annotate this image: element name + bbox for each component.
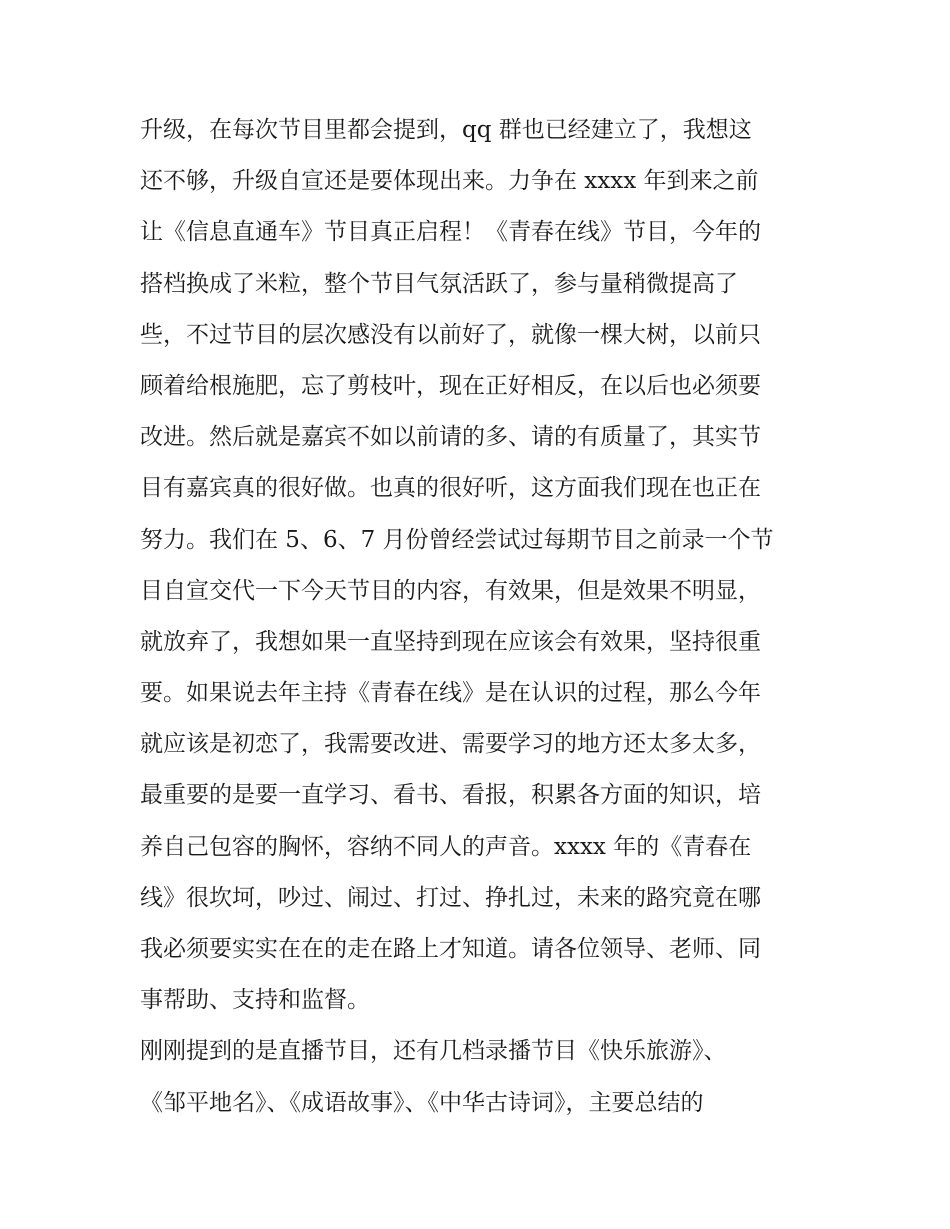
text-line: 事帮助、支持和监督。 xyxy=(140,987,370,1014)
text-line: 线》很坎坷，吵过、闹过、打过、挣扎过，未来的路究竟在哪 xyxy=(140,884,761,911)
text-line: 我必须要实实在在的走在路上才知道。请各位领导、老师、同 xyxy=(140,936,761,962)
text-line: 升级，在每次节目里都会提到，qq 群也已经建立了，我想这 xyxy=(140,117,752,143)
text-line: 最重要的是要一直学习、看书、看报，积累各方面的知识，培 xyxy=(140,782,761,809)
text-line: 改进。然后就是嘉宾不如以前请的多、请的有质量了，其实节 xyxy=(140,424,761,451)
text-line: 些，不过节目的层次感没有以前好了，就像一棵大树，以前只 xyxy=(140,321,761,348)
text-line: 顾着给根施肥，忘了剪枝叶，现在正好相反，在以后也必须要 xyxy=(140,372,761,399)
text-line: 要。如果说去年主持《青春在线》是在认识的过程，那么今年 xyxy=(140,680,761,707)
text-line: 让《信息直通车》节目真正启程！《青春在线》节目，今年的 xyxy=(140,219,761,246)
text-line: 搭档换成了米粒，整个节目气氛活跃了，参与量稍微提高了 xyxy=(140,270,738,297)
text-line: 就应该是初恋了，我需要改进、需要学习的地方还太多太多， xyxy=(140,731,761,758)
text-line: 还不够，升级自宣还是要体现出来。力争在 xxxx 年到来之前 xyxy=(140,168,759,195)
text-line: 养自己包容的胸怀，容纳不同人的声音。xxxx 年的《青春在 xyxy=(140,833,752,860)
body-text xyxy=(140,105,820,1129)
text-line: 目有嘉宾真的很好做。也真的很好听，这方面我们现在也正在 xyxy=(140,475,761,502)
text-line: 《邹平地名》、《成语故事》、《中华古诗词》，主要总结的 xyxy=(140,1089,704,1116)
text-line: 刚刚提到的是直播节目，还有几档录播节目《快乐旅游》、 xyxy=(140,1038,727,1065)
text-line: 目自宣交代一下今天节目的内容，有效果，但是效果不明显， xyxy=(140,577,761,604)
text-line: 就放弃了，我想如果一直坚持到现在应该会有效果，坚持很重 xyxy=(140,628,761,655)
text-line: 努力。我们在 5、6、7 月份曾经尝试过每期节目之前录一个节 xyxy=(140,526,774,553)
